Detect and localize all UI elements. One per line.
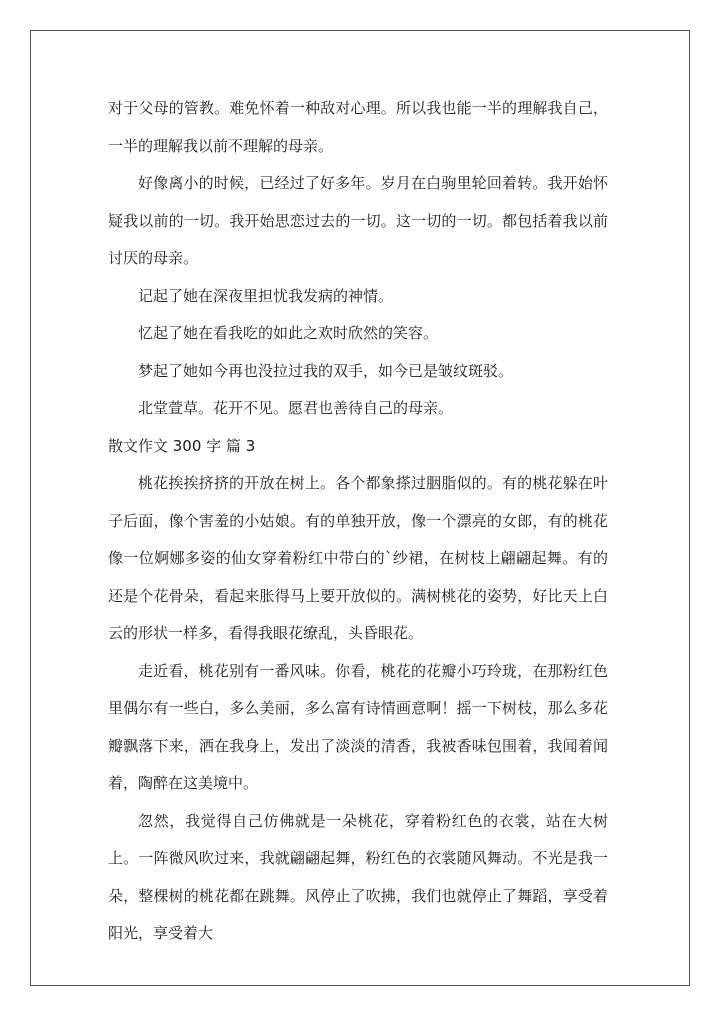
paragraph: 桃花挨挨挤挤的开放在树上。各个都象搽过胭脂似的。有的桃花躲在叶子后面，像个害羞的小姑娘。有的单独开放，像一个漂亮的女郎，有的桃花像一位婀娜多姿的仙女穿着粉红中带白的`纱裙，在树枝上翩翩起舞。有的还是个花骨朵，看起来胀得马上要开放似的。满树桃花的姿势，好比天上白云的形状一样多，看得我眼花缭乱，头昏眼花。 [108, 474, 608, 642]
paragraph: 忽然，我觉得自己仿佛就是一朵桃花，穿着粉红色的衣裳，站在大树上。一阵微风吹过来，我就翩翩起舞，粉红色的衣裳随风舞动。不光是我一朵，整棵树的桃花都在跳舞。风停止了吹拂，我们也就停止了舞蹈，享受着阳光，享受着大 [108, 811, 608, 942]
section-heading: 散文作文 300 字 篇 3 [108, 436, 256, 455]
paragraph: 北堂萱草。花开不见。愿君也善待自己的母亲。 [138, 399, 454, 417]
document-body [108, 90, 608, 953]
paragraph: 记起了她在深夜里担忧我发病的神情。 [138, 286, 394, 305]
paragraph: 对于父母的管教。难免怀着一种敌对心理。所以我也能一半的理解我自己，一半的理解我以前不理解的母亲。 [108, 99, 608, 155]
paragraph: 忆起了她在看我吃的如此之欢时欣然的笑容。 [138, 324, 439, 342]
paragraph: 走近看，桃花别有一番风味。你看，桃花的花瓣小巧玲珑，在那粉红色里偶尔有一些白，多么美丽，多么富有诗情画意啊！摇一下树枝，那么多花瓣飘落下来，洒在我身上，发出了淡淡的清香，我被香味包围着，我闻着闻着，陶醉在这美境中。 [108, 661, 608, 792]
paragraph: 梦起了她如今再也没拉过我的双手，如今已是皱纹斑驳。 [138, 361, 514, 380]
paragraph: 好像离小的时候，已经过了好多年。岁月在白驹里轮回着转。我开始怀疑我以前的一切。我开始思恋过去的一切。这一切的一切。都包括着我以前讨厌的母亲。 [108, 174, 608, 267]
